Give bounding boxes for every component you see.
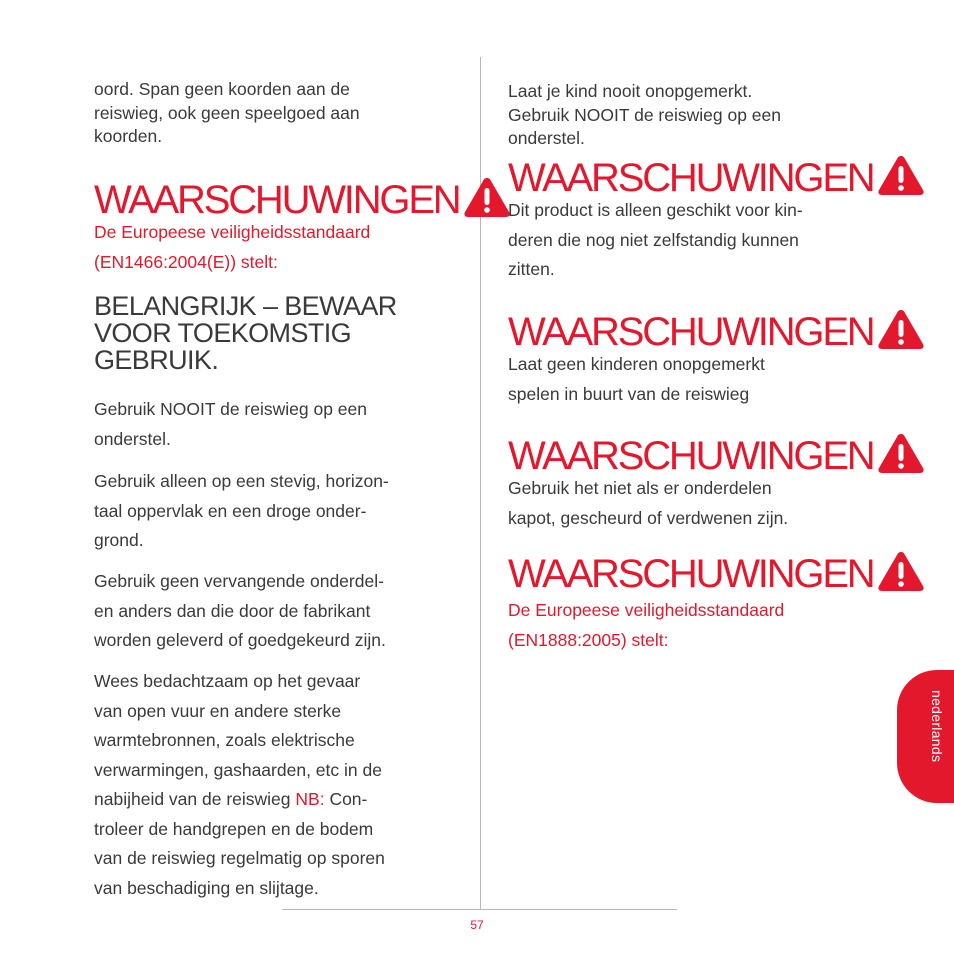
standard-note: De Europeese veiligheidsstandaard (EN1888:2005) stelt:	[508, 600, 785, 650]
warning-heading: WAARSCHUWINGEN	[508, 550, 925, 594]
language-tab-label: nederlands	[929, 690, 945, 763]
language-tab	[897, 670, 954, 803]
left-intro: oord. Span geen koorden aan de reiswieg, ook geen speelgoed aan koorden.	[94, 79, 360, 146]
paragraph-2: Gebruik alleen op een stevig, horizon- taal oppervlak en een droge onder- grond.	[94, 471, 389, 550]
standard-note: De Europeese veiligheidsstandaard (EN1466:2004(E)) stelt:	[94, 222, 371, 272]
warning-heading: WAARSCHUWINGEN	[508, 432, 925, 476]
important-heading: BELANGRIJK – BEWAAR VOOR TOEKOMSTIG GEBRUIK.	[94, 291, 397, 375]
warning-triangle-icon	[877, 432, 925, 474]
warning-heading: WAARSCHUWINGEN	[94, 176, 511, 220]
paragraph-3: Gebruik geen vervangende onderdel- en anders dan die door de fabrikant worden geleverd of goedgekeurd zijn.	[94, 571, 386, 650]
nb-label: NB:	[295, 789, 325, 809]
warning-triangle-icon	[877, 154, 925, 196]
warning-triangle-icon	[877, 550, 925, 592]
warning-triangle-icon	[877, 308, 925, 350]
warning-text: Dit product is alleen geschikt voor kin- deren die nog niet zelfstandig kunnen zitten.	[508, 200, 803, 279]
paragraph-4-nb-line: nabijheid van de reiswieg NB: Con-	[94, 789, 368, 809]
warning-heading: WAARSCHUWINGEN	[508, 308, 925, 352]
paragraph-1: Gebruik NOOIT de reiswieg op een onderstel.	[94, 399, 368, 449]
warning-text: Gebruik het niet als er onderdelen kapot, gescheurd of verdwenen zijn.	[508, 478, 789, 528]
warning-text: Laat geen kinderen onopgemerkt spelen in buurt van de reiswieg	[508, 354, 765, 404]
footer-rule	[282, 909, 677, 910]
right-intro: Laat je kind nooit onopgemerkt. Gebruik NOOIT de reiswieg op een onderstel.	[508, 81, 782, 148]
warning-heading: WAARSCHUWINGEN	[508, 154, 925, 198]
paragraph-4: Wees bedachtzaam op het gevaar van open vuur en andere sterke warmtebronnen, zoals elektrische verwarmingen, gashaarden, etc in de nabijheid van de reiswieg NB: Con- troleer de handgrepen en de bodem van de reiswieg regelmatig op sporen van beschadiging en slijtage.	[94, 671, 385, 898]
page-number: 57	[470, 918, 484, 932]
warning-triangle-icon	[463, 176, 511, 218]
